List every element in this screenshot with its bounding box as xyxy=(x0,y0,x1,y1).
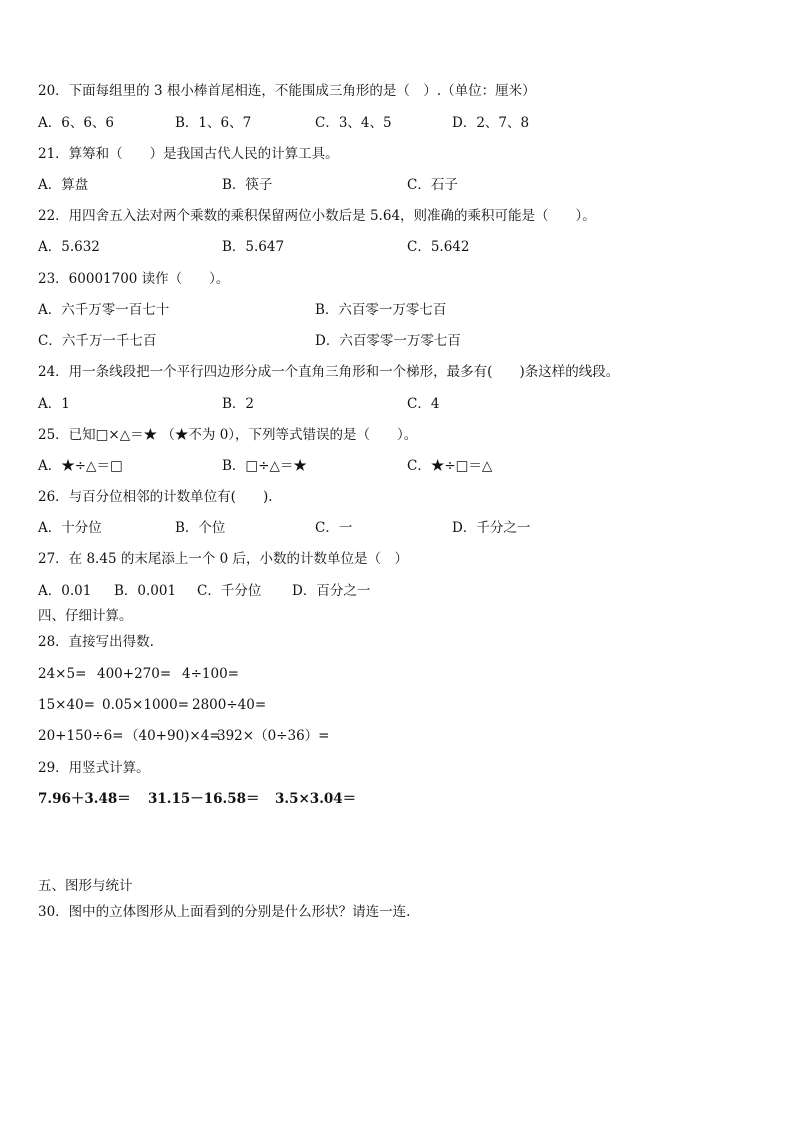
question-22-stem: 22．用四舍五入法对两个乘数的乘积保留两位小数后是 5.64，则准确的乘积可能是（ ）。 xyxy=(38,208,596,224)
q24-option-c: C．4 xyxy=(407,396,440,412)
question-24-stem: 24．用一条线段把一个平行四边形分成一个直角三角形和一个梯形，最多有( )条这样的线段。 xyxy=(38,364,620,380)
q29-item: 31.15－16.58＝ xyxy=(148,791,260,807)
q20-option-d: D．2、7、8 xyxy=(452,115,530,131)
question-28-stem: 28．直接写出得数. xyxy=(38,634,154,650)
q23-option-d: D．六百零零一万零七百 xyxy=(315,333,461,349)
q23-option-a: A．六千万零一百七十 xyxy=(38,302,170,318)
question-20-stem: 20．下面每组里的 3 根小棒首尾相连，不能围成三角形的是（ ）.（单位：厘米） xyxy=(38,83,536,99)
question-21-stem: 21．算筹和（ ）是我国古代人民的计算工具。 xyxy=(38,146,339,162)
question-29-stem: 29．用竖式计算。 xyxy=(38,760,150,776)
q27-option-b: B．0.001 xyxy=(114,583,177,599)
question-23-stem: 23．60001700 读作（ ）。 xyxy=(38,271,230,287)
q20-option-c: C．3、4、5 xyxy=(315,115,392,131)
q22-option-a: A．5.632 xyxy=(38,239,100,255)
q21-option-a: A．算盘 xyxy=(38,177,89,193)
question-30-stem: 30．图中的立体图形从上面看到的分别是什么形状？请连一连. xyxy=(38,904,411,920)
q24-option-a: A．1 xyxy=(38,396,70,412)
question-27-stem: 27．在 8.45 的末尾添上一个 0 后，小数的计数单位是（ ） xyxy=(38,551,408,567)
q23-option-b: B．六百零一万零七百 xyxy=(315,302,447,318)
section-4-heading: 四、仔细计算。 xyxy=(38,608,133,624)
q26-option-c: C．一 xyxy=(315,520,353,536)
q28-item: 20+150÷6= xyxy=(38,728,124,744)
q28-item: 4÷100= xyxy=(182,666,239,682)
q28-item: 0.05×1000= xyxy=(102,697,190,713)
q21-option-c: C．石子 xyxy=(407,177,458,193)
q28-item: 400+270= xyxy=(97,666,172,682)
q25-option-a: A．★÷△＝□ xyxy=(38,458,123,474)
question-25-stem: 25．已知□×△＝★ （★不为 0），下列等式错误的是（ ）。 xyxy=(38,427,418,443)
q20-option-b: B．1、6、7 xyxy=(175,115,252,131)
q22-option-b: B．5.647 xyxy=(222,239,285,255)
question-26-stem: 26．与百分位相邻的计数单位有( ). xyxy=(38,489,273,505)
q29-item: 7.96＋3.48＝ xyxy=(38,791,131,807)
q21-option-b: B．筷子 xyxy=(222,177,273,193)
q26-option-d: D．千分之一 xyxy=(452,520,531,536)
q26-option-b: B．个位 xyxy=(175,520,226,536)
q25-option-c: C．★÷□＝△ xyxy=(407,458,493,474)
q26-option-a: A．十分位 xyxy=(38,520,102,536)
q27-option-c: C．千分位 xyxy=(197,583,262,599)
q22-option-c: C．5.642 xyxy=(407,239,470,255)
q20-option-a: A．6、6、6 xyxy=(38,115,115,131)
q28-item: （40+90)×4= xyxy=(125,728,221,744)
q28-item: 2800÷40= xyxy=(192,697,267,713)
q25-option-b: B．□÷△＝★ xyxy=(222,458,307,474)
q23-option-c: C．六千万一千七百 xyxy=(38,333,157,349)
q27-option-a: A．0.01 xyxy=(38,583,92,599)
q28-item: 392×（0÷36）= xyxy=(217,728,330,744)
q28-item: 24×5= xyxy=(38,666,87,682)
q29-item: 3.5×3.04＝ xyxy=(275,791,357,807)
q28-item: 15×40= xyxy=(38,697,95,713)
section-5-heading: 五、图形与统计 xyxy=(38,878,133,894)
q27-option-d: D．百分之一 xyxy=(292,583,371,599)
q24-option-b: B．2 xyxy=(222,396,255,412)
